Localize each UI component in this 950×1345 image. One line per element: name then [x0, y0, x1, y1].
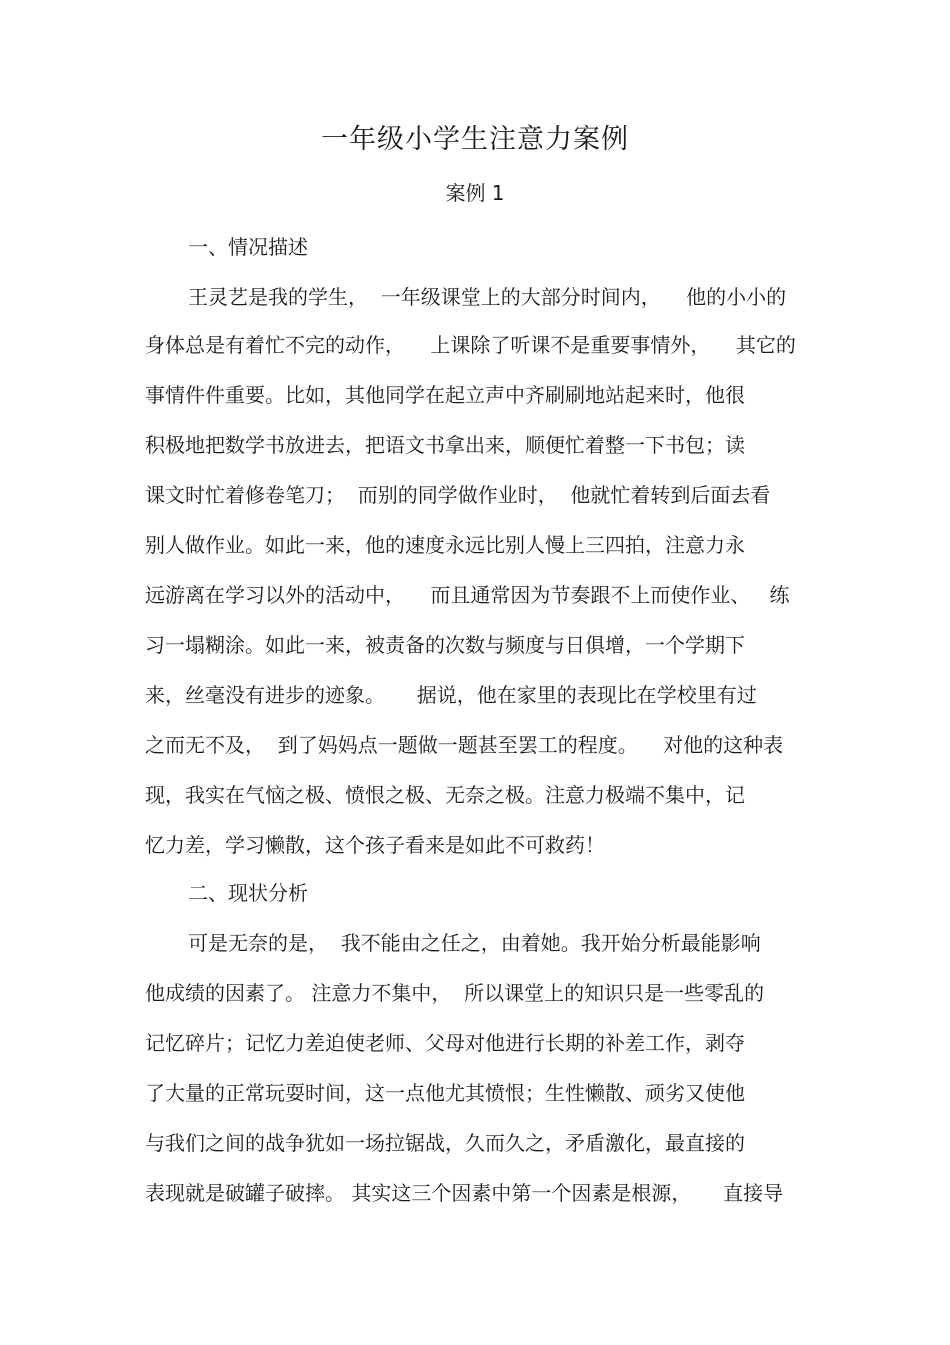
paragraph-line: 他成绩的因素了。 注意力不集中， 所以课堂上的知识只是一些零乱的: [145, 981, 765, 1005]
paragraph-line: 之而无不及， 到了妈妈点一题做一题甚至罢工的程度。 对他的这种表: [145, 733, 784, 757]
paragraph-line: 可是无奈的是， 我不能由之任之，由着她。我开始分析最能影响: [188, 931, 761, 955]
paragraph-line: 习一塌糊涂。如此一来，被责备的次数与频度与日俱增，一个学期下: [145, 633, 745, 657]
paragraph-line: 记忆碎片；记忆力差迫使老师、父母对他进行长期的补差工作，剥夺: [145, 1031, 745, 1055]
section-heading-analysis: 二、现状分析: [188, 881, 308, 905]
paragraph-line: 来，丝毫没有进步的迹象。 据说，他在家里的表现比在学校里有过: [145, 683, 757, 707]
paragraph-line: 远游离在学习以外的活动中， 而且通常因为节奏跟不上而使作业、 练: [145, 583, 790, 607]
section-heading-situation: 一、情况描述: [188, 235, 308, 259]
paragraph-line: 现，我实在气恼之极、愤恨之极、无奈之极。注意力极端不集中，记: [145, 783, 745, 807]
paragraph-line: 王灵艺是我的学生， 一年级课堂上的大部分时间内， 他的小小的: [188, 285, 787, 309]
paragraph-line: 忆力差，学习懒散，这个孩子看来是如此不可救药！: [145, 833, 605, 857]
paragraph-line: 表现就是破罐子破摔。 其实这三个因素中第一个因素是根源， 直接导: [145, 1181, 784, 1205]
document-title: 一年级小学生注意力案例: [321, 124, 629, 155]
case-subtitle: 案例 1: [445, 181, 505, 205]
paragraph-line: 别人做作业。如此一来，他的速度永远比别人慢上三四拍，注意力永: [145, 533, 745, 557]
paragraph-line: 与我们之间的战争犹如一场拉锯战，久而久之，矛盾激化，最直接的: [145, 1131, 745, 1155]
paragraph-line: 了大量的正常玩耍时间，这一点他尤其愤恨；生性懒散、顽劣又使他: [145, 1081, 745, 1105]
paragraph-line: 身体总是有着忙不完的动作， 上课除了听课不是重要事情外， 其它的: [145, 333, 796, 357]
paragraph-line: 积极地把数学书放进去，把语文书拿出来，顺便忙着整一下书包；读: [145, 433, 745, 457]
paragraph-line: 课文时忙着修卷笔刀； 而别的同学做作业时， 他就忙着转到后面去看: [145, 483, 771, 507]
paragraph-line: 事情件件重要。比如，其他同学在起立声中齐刷刷地站起来时，他很: [145, 383, 745, 407]
